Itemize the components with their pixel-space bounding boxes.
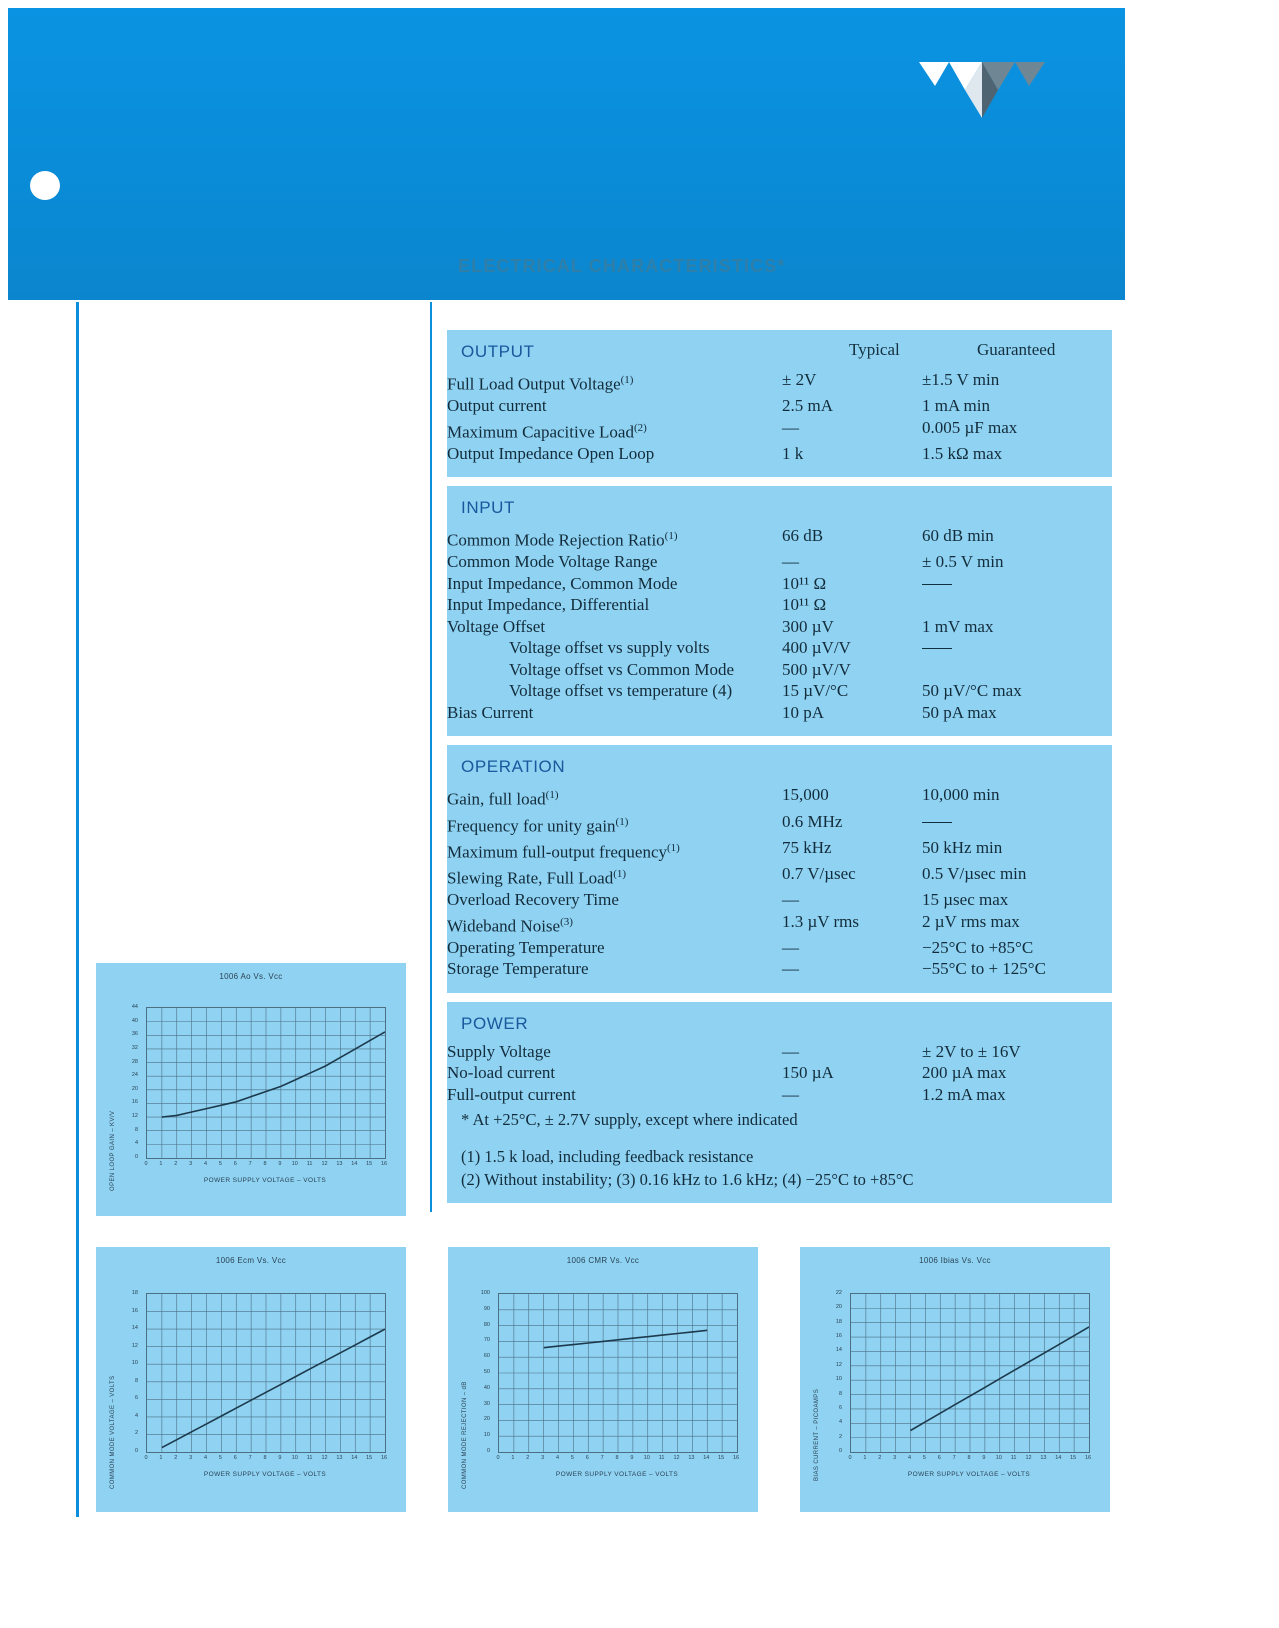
chart-xtick: 0 bbox=[848, 1455, 852, 1461]
row-typical: 1 k bbox=[782, 443, 804, 463]
chart-line bbox=[499, 1294, 737, 1452]
row-footnote: (2) bbox=[633, 421, 647, 434]
chart-xlabel: POWER SUPPLY VOLTAGE – VOLTS bbox=[203, 1177, 327, 1184]
chart-cmr-vs-vcc bbox=[448, 1247, 758, 1512]
chart-ytick: 16 bbox=[835, 1333, 842, 1340]
chart-ytick: 16 bbox=[131, 1099, 138, 1106]
chart-xtick: 15 bbox=[366, 1161, 373, 1167]
teledyne-logo bbox=[917, 56, 1047, 136]
chart-xtick: 12 bbox=[673, 1455, 680, 1461]
chart-xtick: 3 bbox=[189, 1161, 193, 1167]
row-guaranteed bbox=[922, 574, 1112, 596]
chart-xtick: 1 bbox=[511, 1455, 515, 1461]
chart-ytick: 4 bbox=[134, 1140, 138, 1147]
chart-xtick: 1 bbox=[159, 1161, 163, 1167]
chart-xtick: 10 bbox=[291, 1455, 298, 1461]
chart-xtick: 3 bbox=[893, 1455, 897, 1461]
row-typical: 1.3 µV rms bbox=[782, 911, 860, 931]
left-vertical-rule bbox=[76, 302, 79, 1517]
chart-line bbox=[147, 1294, 385, 1452]
chart-ylabel: COMMON MODE VOLTAGE – VOLTS bbox=[110, 1375, 116, 1489]
row-footnote: (1) bbox=[667, 841, 680, 854]
chart-ytick: 2 bbox=[134, 1430, 138, 1437]
chart-ytick: 22 bbox=[835, 1290, 842, 1296]
row-label: Voltage offset vs supply volts bbox=[509, 638, 710, 658]
chart-xtick: 0 bbox=[144, 1161, 148, 1167]
table-row bbox=[447, 912, 1112, 938]
row-label: Maximum full-output frequency bbox=[447, 842, 668, 862]
panel-operation bbox=[447, 745, 1112, 992]
chart-ytick: 10 bbox=[483, 1432, 490, 1439]
row-label: Output Impedance Open Loop bbox=[447, 443, 655, 463]
table-row bbox=[447, 444, 1112, 466]
row-guaranteed: 50 µV/°C max bbox=[922, 681, 1022, 701]
chart-ylabel: COMMON MODE REJECTION – dB bbox=[462, 1381, 468, 1489]
row-guaranteed: 2 µV rms max bbox=[922, 911, 1020, 931]
chart-xticks bbox=[144, 1455, 388, 1467]
chart-xtick: 6 bbox=[233, 1161, 237, 1167]
chart-yticks bbox=[466, 1290, 490, 1454]
chart-xtick: 8 bbox=[967, 1455, 971, 1461]
chart-xtick: 6 bbox=[937, 1455, 941, 1461]
chart-ytick: 90 bbox=[483, 1305, 490, 1312]
chart-xtick: 13 bbox=[688, 1455, 695, 1461]
chart-xtick: 6 bbox=[585, 1455, 589, 1461]
chart-xtick: 8 bbox=[263, 1161, 267, 1167]
chart-xtick: 5 bbox=[570, 1455, 574, 1461]
chart-ytick: 10 bbox=[131, 1360, 138, 1367]
chart-ytick: 20 bbox=[835, 1304, 842, 1311]
chart-ytick: 60 bbox=[483, 1353, 490, 1360]
chart-xtick: 11 bbox=[306, 1455, 313, 1461]
chart-title: 1006 Ibias Vs. Vcc bbox=[919, 1256, 991, 1265]
chart-xtick: 16 bbox=[1084, 1455, 1092, 1461]
chart-xtick: 12 bbox=[321, 1455, 328, 1461]
chart-xtick: 1 bbox=[863, 1455, 867, 1461]
row-label: Overload Recovery Time bbox=[447, 890, 619, 910]
row-typical: — bbox=[782, 552, 799, 572]
row-label: Maximum Capacitive Load bbox=[447, 422, 634, 442]
chart-title: 1006 CMR Vs. Vcc bbox=[566, 1256, 640, 1265]
table-row bbox=[447, 370, 1112, 396]
chart-ylabel: OPEN LOOP GAIN – KV/V bbox=[110, 1110, 116, 1191]
row-typical: 0.6 MHz bbox=[782, 811, 843, 831]
table-row bbox=[447, 1085, 1112, 1107]
spec-table-power bbox=[447, 1042, 1112, 1107]
row-label: Supply Voltage bbox=[447, 1041, 551, 1061]
chart-ytick: 18 bbox=[835, 1318, 842, 1325]
table-row bbox=[447, 812, 1112, 838]
column-header-typical: Typical bbox=[849, 340, 900, 359]
chart-ytick: 16 bbox=[131, 1307, 138, 1314]
chart-ytick: 6 bbox=[838, 1404, 842, 1411]
table-row bbox=[447, 703, 1112, 725]
chart-xtick: 13 bbox=[336, 1161, 343, 1167]
chart-xtick: 7 bbox=[248, 1161, 252, 1167]
chart-ytick: 8 bbox=[134, 1126, 138, 1133]
row-typical: 150 µA bbox=[782, 1063, 834, 1083]
chart-ytick: 40 bbox=[131, 1017, 138, 1024]
chart-xtick: 3 bbox=[541, 1455, 545, 1461]
chart-xtick: 3 bbox=[189, 1455, 193, 1461]
chart-xtick: 2 bbox=[526, 1455, 530, 1461]
row-label: Wideband Noise bbox=[447, 916, 561, 936]
row-label: Full Load Output Voltage bbox=[447, 374, 621, 394]
chart-ecm-vs-vcc bbox=[96, 1247, 406, 1512]
row-footnote: (1) bbox=[613, 867, 627, 880]
row-typical: ± 2V bbox=[782, 370, 817, 389]
chart-xtick: 6 bbox=[233, 1455, 237, 1461]
chart-ytick: 10 bbox=[835, 1376, 842, 1383]
table-row bbox=[447, 552, 1112, 574]
chart-grid bbox=[850, 1293, 1090, 1453]
chart-xtick: 10 bbox=[995, 1455, 1002, 1461]
chart-xtick: 0 bbox=[144, 1455, 148, 1461]
chart-xtick: 13 bbox=[336, 1455, 343, 1461]
chart-xticks bbox=[144, 1161, 388, 1173]
table-row bbox=[447, 890, 1112, 912]
row-guaranteed: −55°C to + 125°C bbox=[922, 959, 1046, 979]
chart-xtick: 11 bbox=[1010, 1455, 1017, 1461]
panel-power bbox=[447, 1002, 1112, 1204]
chart-ytick: 0 bbox=[838, 1448, 842, 1454]
chart-ytick: 0 bbox=[134, 1448, 138, 1454]
row-label: Common Mode Voltage Range bbox=[447, 552, 658, 572]
chart-xtick: 10 bbox=[643, 1455, 650, 1461]
chart-xtick: 12 bbox=[1025, 1455, 1032, 1461]
chart-grid bbox=[498, 1293, 738, 1453]
section-title-operation: OPERATION bbox=[461, 757, 566, 777]
row-label: Bias Current bbox=[447, 702, 534, 722]
chart-xtick: 16 bbox=[380, 1455, 388, 1461]
chart-xticks bbox=[848, 1455, 1092, 1467]
row-guaranteed: 1.2 mA max bbox=[922, 1084, 1006, 1104]
row-typical: 2.5 mA bbox=[782, 396, 833, 416]
row-guaranteed: 0.5 V/µsec min bbox=[922, 863, 1027, 883]
chart-xtick: 2 bbox=[174, 1455, 178, 1461]
row-typical: 15,000 bbox=[782, 785, 829, 805]
chart-ytick: 80 bbox=[483, 1321, 490, 1328]
row-guaranteed: 1.5 kΩ max bbox=[922, 443, 1003, 463]
row-footnote: (1) bbox=[545, 789, 559, 802]
row-footnote: (1) bbox=[615, 815, 629, 828]
table-row bbox=[447, 864, 1112, 890]
chart-ibias-vs-vcc bbox=[800, 1247, 1110, 1512]
chart-ytick: 20 bbox=[131, 1085, 138, 1092]
chart-xtick: 5 bbox=[218, 1455, 222, 1461]
chart-xtick: 15 bbox=[366, 1455, 373, 1461]
chart-xtick: 13 bbox=[1040, 1455, 1047, 1461]
chart-ytick: 14 bbox=[131, 1325, 138, 1332]
section-title-power: POWER bbox=[461, 1013, 529, 1033]
section-title-input: INPUT bbox=[461, 498, 515, 518]
row-label: Input Impedance, Common Mode bbox=[447, 573, 678, 593]
row-guaranteed: 200 µA max bbox=[922, 1063, 1007, 1083]
chart-xtick: 2 bbox=[878, 1455, 882, 1461]
chart-xtick: 15 bbox=[1070, 1455, 1077, 1461]
chart-xtick: 11 bbox=[658, 1455, 665, 1461]
row-guaranteed: 10,000 min bbox=[922, 785, 1000, 805]
chart-xtick: 0 bbox=[496, 1455, 500, 1461]
panel-output bbox=[447, 330, 1112, 477]
table-row bbox=[447, 838, 1112, 864]
chart-xtick: 10 bbox=[291, 1161, 298, 1167]
table-row bbox=[447, 396, 1112, 418]
chart-line bbox=[851, 1294, 1089, 1452]
chart-xtick: 9 bbox=[982, 1455, 986, 1461]
chart-ytick: 24 bbox=[131, 1072, 138, 1079]
spec-table-input bbox=[447, 526, 1112, 724]
chart-xtick: 8 bbox=[615, 1455, 619, 1461]
row-label: Operating Temperature bbox=[447, 937, 605, 957]
row-typical: 66 dB bbox=[782, 526, 824, 546]
chart-ytick: 14 bbox=[835, 1347, 842, 1354]
chart-xtick: 8 bbox=[263, 1455, 267, 1461]
row-label: No-load current bbox=[447, 1063, 556, 1083]
table-row bbox=[447, 660, 1112, 682]
chart-xticks bbox=[496, 1455, 740, 1467]
row-typical: 10 pA bbox=[782, 702, 825, 722]
chart-ytick: 44 bbox=[131, 1004, 138, 1010]
row-guaranteed: ± 0.5 V min bbox=[922, 552, 1004, 572]
chart-xtick: 14 bbox=[351, 1161, 358, 1167]
chart-xtick: 12 bbox=[321, 1161, 328, 1167]
chart-xtick: 4 bbox=[555, 1455, 560, 1461]
chart-xtick: 4 bbox=[203, 1455, 208, 1461]
row-guaranteed: 15 µsec max bbox=[922, 890, 1009, 910]
chart-xtick: 9 bbox=[278, 1455, 282, 1461]
table-row bbox=[447, 959, 1112, 981]
chart-ytick: 30 bbox=[483, 1400, 490, 1407]
row-label: Input Impedance, Differential bbox=[447, 595, 650, 615]
binder-punch-hole bbox=[30, 171, 60, 200]
row-guaranteed: 1 mV max bbox=[922, 616, 994, 636]
chart-ytick: 70 bbox=[483, 1337, 490, 1344]
chart-ytick: 8 bbox=[838, 1390, 842, 1397]
row-typical: — bbox=[782, 937, 799, 957]
chart-xtick: 14 bbox=[351, 1455, 358, 1461]
row-label: Frequency for unity gain bbox=[447, 816, 616, 836]
chart-yticks bbox=[114, 1290, 138, 1454]
row-guaranteed bbox=[922, 660, 1112, 682]
chart-title: 1006 Ao Vs. Vcc bbox=[219, 972, 283, 981]
table-row bbox=[447, 785, 1112, 811]
chart-xtick: 16 bbox=[380, 1161, 388, 1167]
chart-ytick: 20 bbox=[483, 1416, 490, 1423]
row-guaranteed: 1 mA min bbox=[922, 396, 991, 416]
chart-ytick: 50 bbox=[483, 1369, 490, 1375]
table-row bbox=[447, 574, 1112, 596]
column-header-guaranteed: Guaranteed bbox=[977, 340, 1056, 359]
chart-xtick: 1 bbox=[159, 1455, 163, 1461]
chart-ytick: 12 bbox=[835, 1361, 842, 1368]
chart-xlabel: POWER SUPPLY VOLTAGE – VOLTS bbox=[555, 1471, 679, 1478]
row-footnote: (1) bbox=[664, 530, 678, 543]
chart-ytick: 8 bbox=[134, 1377, 138, 1384]
chart-xtick: 7 bbox=[248, 1455, 252, 1461]
row-typical: 10¹¹ Ω bbox=[782, 595, 827, 615]
chart-ytick: 0 bbox=[486, 1448, 490, 1454]
chart-ytick: 12 bbox=[131, 1342, 138, 1349]
chart-ylabel: BIAS CURRENT – PICOAMPS bbox=[814, 1388, 820, 1481]
row-footnote: (3) bbox=[560, 915, 573, 928]
row-label: Voltage Offset bbox=[447, 616, 546, 636]
chart-ao-vs-vcc bbox=[96, 963, 406, 1216]
chart-xlabel: POWER SUPPLY VOLTAGE – VOLTS bbox=[203, 1471, 327, 1478]
chart-ytick: 40 bbox=[483, 1384, 490, 1391]
row-typical: 0.7 V/µsec bbox=[782, 863, 856, 883]
row-typical: 500 µV/V bbox=[782, 659, 851, 679]
row-label: Voltage offset vs Common Mode bbox=[509, 659, 735, 679]
footnote-2: (2) Without instability; (3) 0.16 kHz to 1.6 kHz; (4) −25°C to +85°C bbox=[461, 1170, 914, 1190]
row-typical: 75 kHz bbox=[782, 837, 832, 857]
row-guaranteed: 50 pA max bbox=[922, 702, 997, 722]
chart-grid bbox=[146, 1007, 386, 1159]
chart-xtick: 5 bbox=[922, 1455, 926, 1461]
chart-ytick: 2 bbox=[838, 1433, 842, 1440]
row-typical: 10¹¹ Ω bbox=[782, 573, 827, 593]
footnote-star: * At +25°C, ± 2.7V supply, except where indicated bbox=[461, 1110, 798, 1130]
chart-line bbox=[147, 1008, 385, 1158]
chart-ytick: 36 bbox=[131, 1031, 138, 1038]
table-row bbox=[447, 526, 1112, 552]
table-row bbox=[447, 595, 1112, 617]
chart-xtick: 16 bbox=[732, 1455, 740, 1461]
row-guaranteed: 50 kHz min bbox=[922, 837, 1003, 857]
panel-input bbox=[447, 486, 1112, 736]
table-row bbox=[447, 1063, 1112, 1085]
chart-ytick: 0 bbox=[134, 1154, 138, 1160]
row-typical: 15 µV/°C bbox=[782, 681, 849, 701]
row-typical: 400 µV/V bbox=[782, 638, 851, 658]
row-guaranteed bbox=[922, 638, 1112, 660]
row-guaranteed: ± 2V to ± 16V bbox=[922, 1041, 1021, 1061]
row-guaranteed: ±1.5 V min bbox=[922, 370, 1000, 389]
table-row bbox=[447, 638, 1112, 660]
row-guaranteed bbox=[922, 812, 1112, 838]
row-label: Common Mode Rejection Ratio bbox=[447, 530, 665, 550]
table-row bbox=[447, 617, 1112, 639]
row-typical: — bbox=[782, 959, 799, 979]
chart-xtick: 14 bbox=[703, 1455, 710, 1461]
chart-grid bbox=[146, 1293, 386, 1453]
chart-xtick: 5 bbox=[218, 1161, 222, 1167]
row-label: Slewing Rate, Full Load bbox=[447, 868, 614, 888]
row-guaranteed: −25°C to +85°C bbox=[922, 937, 1034, 957]
table-row bbox=[447, 1042, 1112, 1064]
chart-xtick: 9 bbox=[278, 1161, 282, 1167]
chart-title: 1006 Ecm Vs. Vcc bbox=[215, 1256, 287, 1265]
table-row bbox=[447, 681, 1112, 703]
chart-yticks bbox=[818, 1290, 842, 1454]
chart-xtick: 7 bbox=[600, 1455, 604, 1461]
header-banner bbox=[8, 8, 1125, 300]
footnote-1: (1) 1.5 k load, including feedback resistance bbox=[461, 1147, 754, 1167]
chart-yticks bbox=[114, 1004, 138, 1160]
table-row bbox=[447, 418, 1112, 444]
chart-ytick: 100 bbox=[480, 1290, 490, 1296]
footnotes bbox=[447, 1106, 1112, 1191]
spec-table-operation bbox=[447, 785, 1112, 980]
chart-xtick: 7 bbox=[952, 1455, 956, 1461]
chart-xlabel: POWER SUPPLY VOLTAGE – VOLTS bbox=[907, 1471, 1031, 1478]
chart-ytick: 4 bbox=[838, 1419, 842, 1426]
chart-ytick: 4 bbox=[134, 1412, 138, 1419]
row-typical: — bbox=[782, 1041, 799, 1061]
row-guaranteed: 60 dB min bbox=[922, 526, 994, 546]
row-label: Storage Temperature bbox=[447, 959, 589, 979]
row-typical: — bbox=[782, 1084, 799, 1104]
chart-xtick: 4 bbox=[907, 1455, 912, 1461]
row-label: Output current bbox=[447, 396, 547, 416]
specifications-column bbox=[447, 330, 1112, 1212]
chart-ytick: 6 bbox=[134, 1395, 138, 1402]
page-title: ELECTRICAL CHARACTERISTICS* bbox=[458, 256, 786, 276]
chart-ytick: 18 bbox=[131, 1290, 138, 1296]
row-typical: 300 µV bbox=[782, 616, 834, 636]
chart-ytick: 12 bbox=[131, 1113, 138, 1120]
middle-vertical-rule bbox=[430, 302, 432, 1212]
chart-xtick: 15 bbox=[718, 1455, 725, 1461]
chart-xtick: 11 bbox=[306, 1161, 313, 1167]
spec-table-output bbox=[447, 370, 1112, 465]
chart-xtick: 2 bbox=[174, 1161, 178, 1167]
table-row bbox=[447, 938, 1112, 960]
row-label: Gain, full load bbox=[447, 790, 546, 810]
chart-xtick: 9 bbox=[630, 1455, 634, 1461]
row-footnote: (1) bbox=[620, 374, 634, 386]
row-label: Voltage offset vs temperature (4) bbox=[509, 681, 733, 701]
chart-xtick: 4 bbox=[203, 1161, 208, 1167]
chart-ytick: 28 bbox=[131, 1058, 138, 1065]
row-label: Full-output current bbox=[447, 1084, 576, 1104]
section-title-output: OUTPUT bbox=[461, 342, 535, 361]
row-typical: — bbox=[782, 890, 799, 910]
row-guaranteed bbox=[922, 595, 1112, 617]
chart-xtick: 14 bbox=[1055, 1455, 1062, 1461]
row-guaranteed: 0.005 µF max bbox=[922, 417, 1018, 437]
chart-ytick: 32 bbox=[131, 1044, 138, 1051]
row-typical: — bbox=[782, 417, 799, 437]
